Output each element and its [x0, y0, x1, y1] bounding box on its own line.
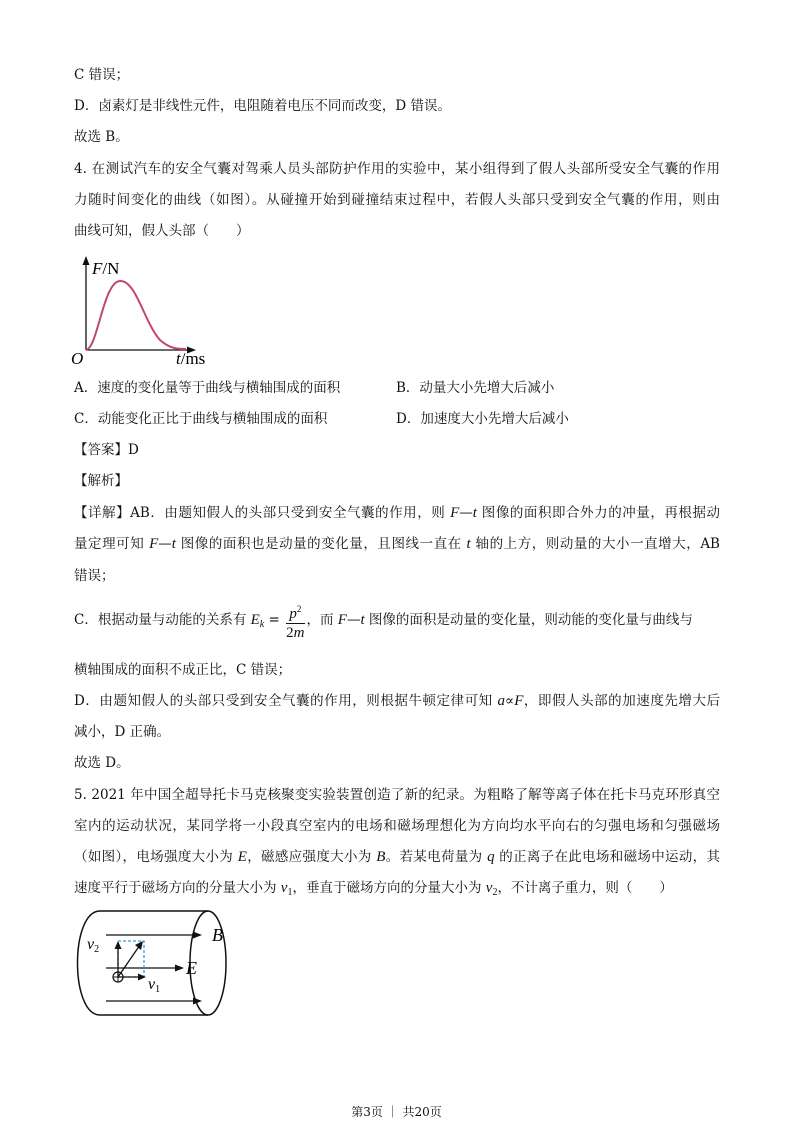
math-variable: a — [497, 693, 506, 709]
text-segment: ，磁感应强度大小为 — [246, 849, 377, 865]
text-segment: 【详解】AB．由题知假人的头部只受到安全气囊的作用，则 — [74, 505, 451, 521]
equals: = — [264, 612, 285, 628]
math-variable: t — [466, 536, 471, 552]
text-segment: 5. 2021 年中国全超导托卡马克核聚变实验装置创造了新的纪录。为粗略了解等离子体在托卡马克环形真空 — [74, 787, 720, 803]
page-footer: 第3页 ｜ 共20页 — [351, 1105, 442, 1119]
subscript: 2 — [492, 887, 498, 898]
math-variable: t — [171, 536, 176, 552]
text-line — [74, 567, 720, 585]
text-segment: 速度平行于磁场方向的分量大小为 — [74, 880, 281, 896]
text-segment: 减小，D 正确。 — [74, 724, 171, 740]
math-variable: F — [149, 536, 159, 552]
text-line — [74, 723, 720, 741]
label-e: E — [186, 958, 197, 978]
math-variable: E — [237, 849, 247, 865]
math-variable: v — [280, 880, 288, 896]
subscript: 1 — [287, 887, 293, 898]
text-segment: C 错误； — [74, 67, 130, 83]
text-line — [74, 222, 720, 240]
text-segment: ∝ — [505, 693, 515, 709]
text-segment: — — [459, 505, 473, 521]
text: ，而 — [306, 612, 338, 628]
math-variable: q — [487, 849, 495, 865]
math-variable: F — [514, 693, 524, 709]
fraction: $\frac{p^2}{2m}$ — [286, 600, 304, 642]
option-b: B．动量大小先增大后减小 — [396, 380, 555, 396]
dash: — — [346, 612, 361, 628]
option-c: C．动能变化正比于曲线与横轴围成的面积 — [74, 411, 328, 427]
x-axis-label: t/ms — [176, 349, 206, 368]
text-segment: ，即假人头部的加速度先增大后 — [523, 693, 720, 709]
force-time-graph — [68, 252, 218, 370]
text-line — [74, 661, 720, 679]
text-segment: 轴的上方，则动量的大小一直增大，AB — [470, 536, 720, 552]
text-line — [74, 66, 720, 84]
text-segment: 故选 D。 — [74, 755, 130, 771]
math-variable: v — [485, 880, 493, 896]
text-segment: 横轴围成的面积不成正比，C 错误； — [74, 662, 292, 678]
text-segment: ，不计离子重力，则（ ） — [497, 880, 673, 896]
text-segment: 图像的面积即合外力的冲量，再根据动 — [476, 505, 720, 521]
text-line — [74, 97, 720, 115]
text-line — [74, 504, 720, 522]
text-line — [74, 817, 720, 835]
text-line — [74, 786, 720, 804]
text-segment: 室内的运动状况，某同学将一小段真空室内的电场和磁场理想化为方向均水平向右的匀强电场和匀强磁场 — [74, 818, 720, 834]
var-f: F — [337, 612, 347, 628]
text-line — [74, 191, 720, 209]
math-variable: B — [376, 849, 386, 865]
text-segment: 。若某电荷量为 — [385, 849, 488, 865]
text-line — [74, 754, 720, 772]
text-segment: 图像的面积也是动量的变化量，且图线一直在 — [175, 536, 467, 552]
text-segment: D．由题知假人的头部只受到安全气囊的作用，则根据牛顿定律可知 — [74, 693, 498, 709]
text-segment: 曲线可知，假人头部（ ） — [74, 223, 250, 239]
text-line — [74, 879, 720, 902]
y-axis-arrow — [83, 256, 90, 265]
text-segment: 故选 B。 — [74, 129, 129, 145]
text-segment: 力随时间变化的曲线（如图）。从碰撞开始到碰撞结束过程中，若假人头部只受到安全气囊的作用，则由 — [74, 192, 720, 208]
text-line — [74, 535, 720, 553]
text-segment: — — [158, 536, 172, 552]
text-line — [74, 848, 720, 866]
var-t: t — [360, 612, 365, 628]
text-segment: 错误； — [74, 568, 115, 584]
text-line — [74, 692, 720, 710]
text-segment: 量定理可知 — [74, 536, 150, 552]
field-cylinder-diagram — [70, 905, 230, 1025]
text-segment: 4. 在测试汽车的安全气囊对驾乘人员头部防护作用的实验中，某小组得到了假人头部所受安全气囊的作用 — [74, 161, 720, 177]
text: C．根据动量与动能的关系有 — [74, 612, 251, 628]
force-curve — [86, 281, 186, 350]
formula-line — [74, 598, 720, 647]
math-variable: t — [472, 505, 477, 521]
option-a: A．速度的变化量等于曲线与横轴围成的面积 — [74, 380, 341, 396]
text-line — [74, 160, 720, 178]
origin-label: O — [71, 349, 84, 368]
label-v2: v2 — [87, 936, 100, 955]
v-arrow — [118, 945, 140, 977]
text: 图像的面积是动量的变化量，则动能的变化量与曲线与 — [364, 612, 693, 628]
analysis-label: 【解析】 — [74, 473, 128, 489]
answer-label: 【答案】D — [74, 442, 139, 458]
math-variable: F — [450, 505, 460, 521]
text-line — [74, 128, 720, 146]
y-axis-label: F/N — [92, 259, 120, 278]
option-d: D．加速度大小先增大后减小 — [396, 411, 569, 427]
label-v1: v1 — [148, 976, 161, 995]
kinetic-energy-symbol: $E_k$ — [250, 612, 265, 630]
text-segment: 的正离子在此电场和磁场中运动，其 — [494, 849, 720, 865]
text-segment: D．卤素灯是非线性元件，电阻随着电压不同而改变，D 错误。 — [74, 98, 451, 114]
text-segment: （如图），电场强度大小为 — [74, 849, 238, 865]
text-segment: ，垂直于磁场方向的分量大小为 — [292, 880, 486, 896]
label-b: B — [212, 925, 223, 945]
